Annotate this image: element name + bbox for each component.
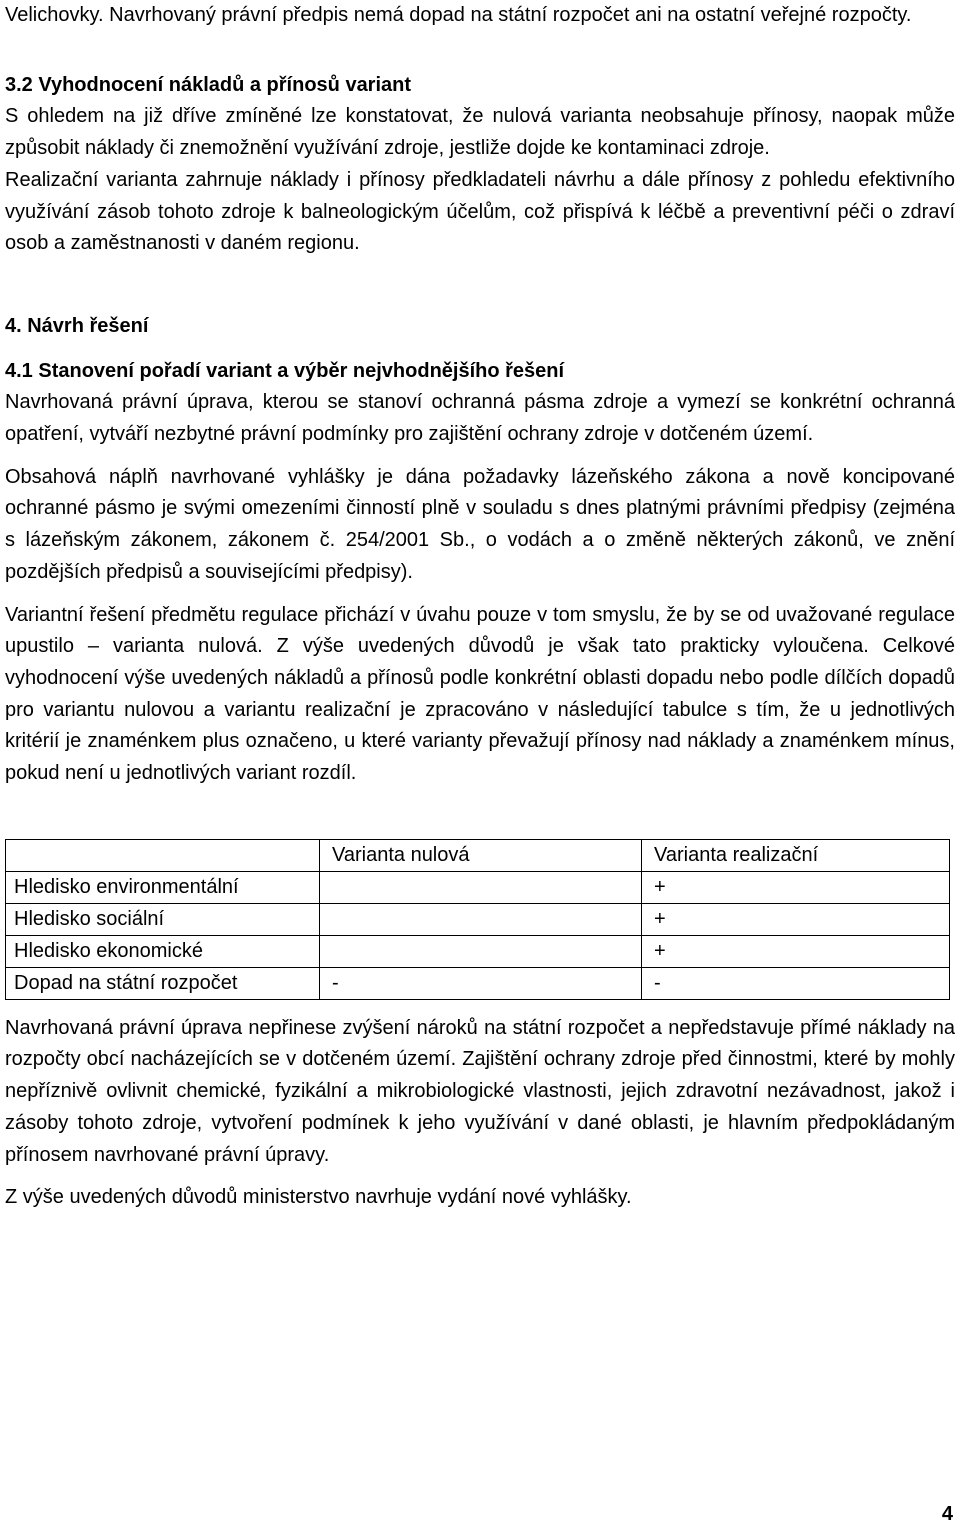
document-page — [5, 0, 955, 1214]
section-4-1-paragraph-1: Navrhovaná právní úprava, kterou se stanoví ochranná pásma zdroje a vymezí se konkrétní ochranná opatření, vytváří nezbytné právní podmínky pro zajištění ochrany zdroje v dotčeném území. — [5, 391, 955, 446]
table-header-row — [6, 839, 950, 871]
section-3-2-heading: 3.2 Vyhodnocení nákladů a přínosů variant — [5, 73, 412, 96]
table-header-cell — [6, 839, 320, 871]
table-row — [6, 903, 950, 935]
table-header-cell: Varianta nulová — [320, 839, 642, 871]
table-row — [6, 935, 950, 967]
table-cell-realization-variant: + — [642, 871, 950, 903]
section-4-heading: 4. Návrh řešení — [5, 314, 149, 337]
table-cell-criterion: Hledisko environmentální — [6, 871, 320, 903]
section-3-2-paragraph-2: Realizační varianta zahrnuje náklady i přínosy předkladateli návrhu a dále přínosy z pohledu efektivního využívání zásob tohoto zdroje k balneologickým účelům, což přispívá k léčbě a preventivní péči o zdraví osob a zaměstnanosti v daném regionu. — [5, 168, 955, 255]
table-cell-realization-variant: - — [642, 967, 950, 999]
closing-paragraph-2: Z výše uvedených důvodů ministerstvo navrhuje vydání nové vyhlášky. — [5, 1186, 632, 1209]
table-cell-zero-variant: - — [320, 967, 642, 999]
section-4-1-heading: 4.1 Stanovení pořadí variant a výběr nejvhodnějšího řešení — [5, 359, 565, 382]
table-cell-criterion: Hledisko ekonomické — [6, 935, 320, 967]
section-4-1-paragraph-3: Variantní řešení předmětu regulace přichází v úvahu pouze v tom smyslu, že by se od uvažované regulace upustilo – varianta nulová. Z výše uvedených důvodů je však tato prakticky vyloučena. Celkové vyhodnocení výše uvedených nákladů a přínosů podle konkrétní oblasti dopadu nebo podle dílčích dopadů pro variantu nulovou a variantu realizační je zpracováno v následující tabulce s tím, že u jednotlivých kritérií je znaménkem plus označeno, u které varianty převažují přínosy nad náklady a znaménkem mínus, pokud není u jednotlivých variant rozdíl. — [5, 603, 955, 785]
closing-paragraph-1: Navrhovaná právní úprava nepřinese zvýšení nároků na státní rozpočet a nepředstavuje přímé náklady na rozpočty obcí nacházejících se v dotčeném území. Zajištění ochrany zdroje před činnostmi, které by mohly nepříznivě ovlivnit chemické, fyzikální a mikrobiologické vlastnosti, jejich zdravotní nezávadnost, jakož i zásoby tohoto zdroje, vytvoření podmínek k jeho využívání v dané oblasti, je hlavním předpokládaným přínosem navrhované právní úpravy. — [5, 1016, 955, 1166]
page-number: 4 — [941, 1503, 953, 1525]
variants-comparison-table — [5, 839, 950, 1000]
table-row — [6, 967, 950, 999]
section-3-2-paragraph-1: S ohledem na již dříve zmíněné lze konstatovat, že nulová varianta neobsahuje přínosy, naopak může způsobit náklady či znemožnění využívání zdroje, jestliže dojde ke kontaminaci zdroje. — [5, 105, 955, 160]
table-cell-criterion: Hledisko sociální — [6, 903, 320, 935]
table-cell-criterion: Dopad na státní rozpočet — [6, 967, 320, 999]
table-cell-zero-variant — [320, 903, 642, 935]
table-cell-zero-variant — [320, 935, 642, 967]
table-cell-zero-variant — [320, 871, 642, 903]
table-cell-realization-variant: + — [642, 935, 950, 967]
table-row — [6, 871, 950, 903]
section-4-1-paragraph-2: Obsahová náplň navrhované vyhlášky je dána požadavky lázeňského zákona a nově koncipované ochranné pásmo je svými omezeními činností plně v souladu s dnes platnými právními předpisy (zejména s lázeňským zákonem, zákonem č. 254/2001 Sb., o vodách a o změně některých zákonů, ve znění pozdějších předpisů a souvisejícími předpisy). — [5, 465, 955, 583]
table-cell-realization-variant: + — [642, 903, 950, 935]
intro-paragraph: Velichovky. Navrhovaný právní předpis nemá dopad na státní rozpočet ani na ostatní veřejné rozpočty. — [5, 4, 912, 26]
table-header-cell: Varianta realizační — [642, 839, 950, 871]
